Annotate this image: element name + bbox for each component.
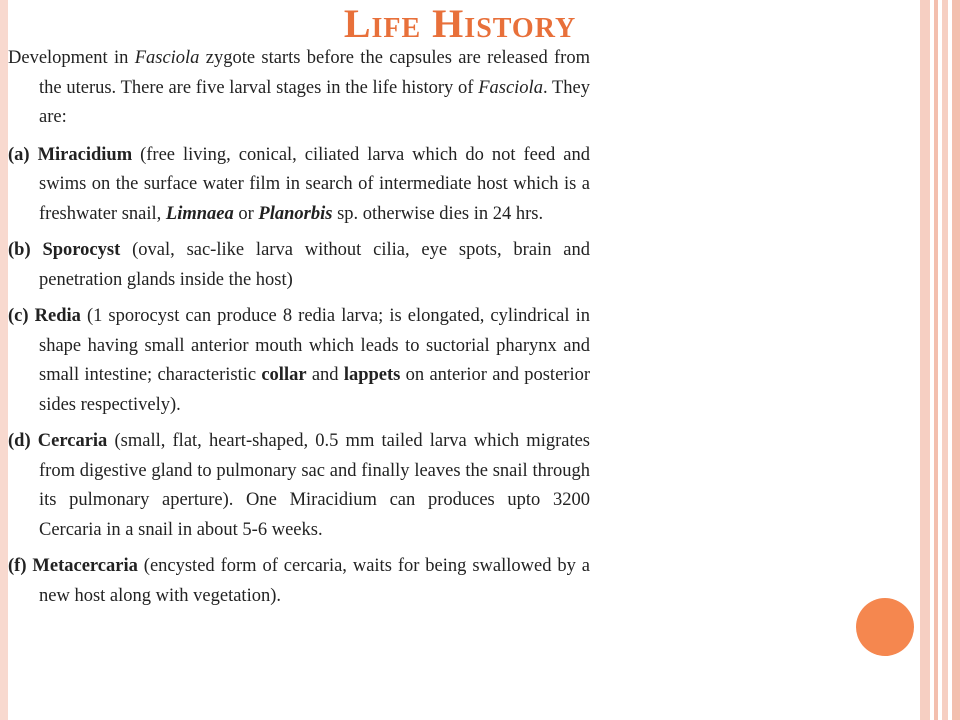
stage-label: (d) (8, 431, 31, 451)
host-genus: Planorbis (258, 203, 333, 224)
genus-name: Fasciola (134, 48, 200, 68)
stage-term: Cercaria (37, 431, 108, 451)
right-frame-border (920, 0, 960, 720)
stage-description: on anterior and posterior sides respectively). (39, 365, 590, 415)
intro-paragraph (8, 44, 590, 133)
frame-stripe (952, 0, 960, 720)
stage-description: (encysted form of cercaria, waits for being swallowed by a new host along with vegetation). (39, 556, 590, 606)
stage-description: (free living, conical, ciliated larva which do not feed and swims on the surface water film in search of intermediate host which is a freshwater snail, (39, 144, 590, 224)
stage-term: Metacercaria (32, 556, 138, 576)
stage-term: Miracidium (37, 144, 133, 165)
intro-text: Development in (8, 48, 135, 68)
stage-label: (a) (8, 144, 30, 165)
key-term: collar (261, 365, 307, 385)
stage-sporocyst (8, 236, 590, 295)
host-genus: Limnaea (165, 203, 234, 224)
stage-label: (f) (8, 556, 27, 576)
intro-text: zygote starts before the capsules are released from the uterus. There are five larval stages in the life history of (39, 48, 590, 98)
stage-miracidium (8, 141, 590, 230)
stage-term: Sporocyst (42, 240, 121, 260)
stage-cercaria (8, 427, 590, 545)
stage-description: or (233, 203, 259, 224)
stage-redia (8, 302, 590, 420)
stage-description: and (306, 365, 344, 385)
intro-text: . They are: (39, 77, 590, 127)
decorative-circle (856, 598, 914, 656)
slide-title: Life History (343, 1, 577, 46)
stage-label: (c) (8, 306, 29, 326)
slide-body (8, 44, 590, 618)
stage-description: (oval, sac-like larva without cilia, eye spots, brain and penetration glands inside the host) (39, 240, 590, 290)
left-frame-border (0, 0, 8, 720)
stage-description: (small, flat, heart-shaped, 0.5 mm tailed larva which migrates from digestive gland to pulmonary sac and finally leaves the snail through its pulmonary aperture). One Miracidium can produces upto 3200 Cercaria in a snail in about 5-6 weeks. (39, 431, 591, 540)
stage-term: Redia (34, 306, 81, 326)
frame-stripe (920, 0, 930, 720)
stage-description: sp. otherwise dies in 24 hrs. (332, 203, 544, 224)
frame-stripe (934, 0, 938, 720)
stage-label: (b) (8, 240, 31, 260)
frame-stripe (942, 0, 948, 720)
key-term: lappets (343, 365, 401, 385)
stage-metacercaria (8, 552, 590, 611)
genus-name: Fasciola (478, 77, 543, 98)
stage-description: (1 sporocyst can produce 8 redia larva; is elongated, cylindrical in shape having small anterior mouth which leads to suctorial pharynx and small intestine; characteristic (39, 306, 590, 385)
